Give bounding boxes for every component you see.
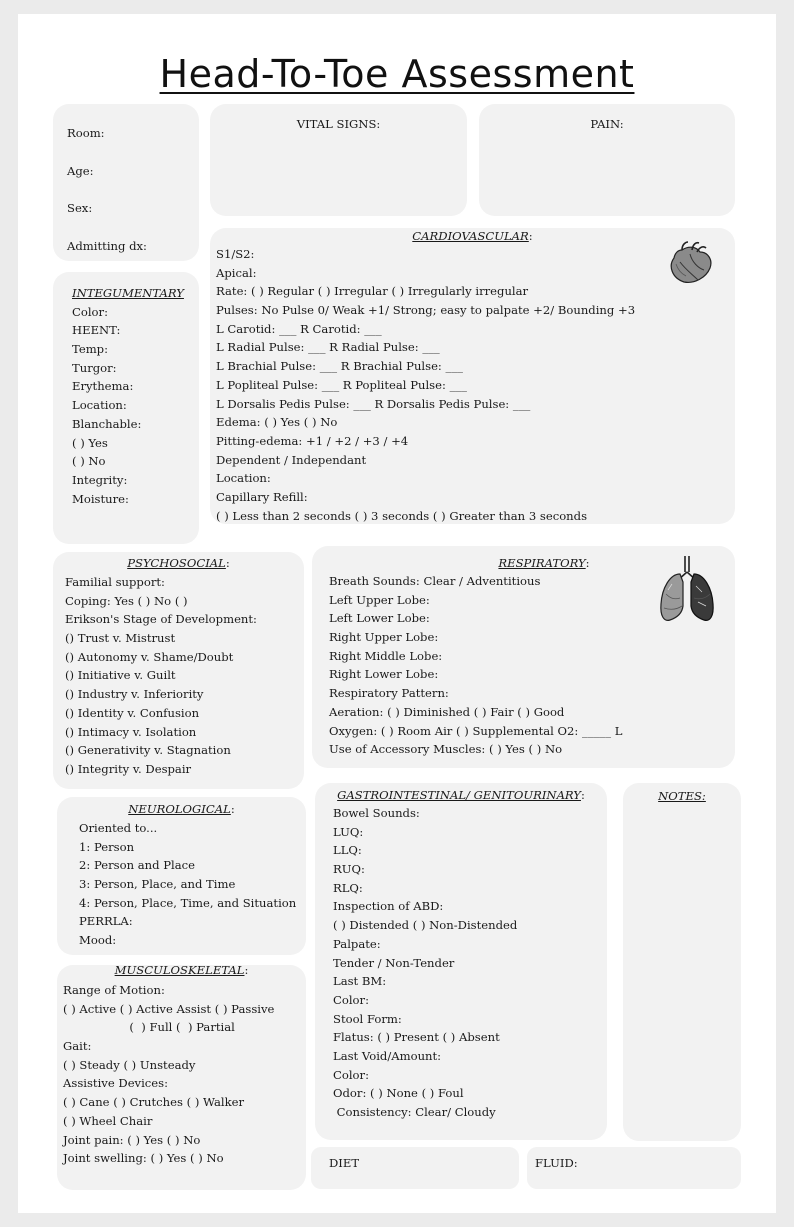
notes-box[interactable] — [623, 783, 741, 1141]
page-title: Head-To-Toe Assessment — [159, 52, 635, 96]
cv-line[interactable]: Dependent / Independant — [216, 452, 367, 467]
diet-heading: DIET — [329, 1156, 360, 1170]
msk-line[interactable]: ( ) Cane ( ) Crutches ( ) Walker — [63, 1095, 244, 1110]
psychosocial-lines — [65, 573, 257, 779]
msk-line[interactable]: Range of Motion: — [63, 983, 165, 997]
integ-line[interactable]: HEENT: — [72, 323, 121, 338]
gi-line[interactable]: LLQ: — [333, 843, 362, 858]
integ-line[interactable]: Erythema: — [72, 379, 134, 394]
gi-line[interactable]: Bowel Sounds: — [333, 806, 420, 820]
resp-line[interactable]: Left Upper Lobe: — [329, 592, 430, 607]
gi-line[interactable]: Odor: ( ) None ( ) Foul — [333, 1086, 464, 1101]
cv-line[interactable]: S1/S2: — [216, 247, 255, 261]
heart-icon — [664, 240, 714, 284]
msk-line[interactable]: ( ) Full ( ) Partial — [63, 1020, 235, 1035]
vital-signs-heading: VITAL SIGNS: — [296, 117, 381, 131]
integ-line[interactable]: Turgor: — [72, 360, 117, 375]
gi-line[interactable]: RLQ: — [333, 880, 363, 895]
psych-line[interactable]: Erikson's Stage of Development: — [65, 612, 257, 627]
gi-line[interactable]: Color: — [333, 1067, 369, 1082]
cv-line[interactable]: L Dorsalis Pedis Pulse: ___ R Dorsalis Pedis Pulse: ___ — [216, 396, 531, 411]
gi-line[interactable]: RUQ: — [333, 862, 365, 877]
fluid-heading: FLUID: — [535, 1156, 578, 1170]
gi-line[interactable]: Stool Form: — [333, 1011, 402, 1026]
room-field[interactable]: Room: — [67, 126, 105, 140]
msk-line[interactable]: Gait: — [63, 1039, 92, 1054]
lungs-icon — [658, 554, 716, 626]
integumentary-heading: INTEGUMENTARY — [72, 286, 184, 300]
cv-line[interactable]: Edema: ( ) Yes ( ) No — [216, 415, 338, 430]
neuro-line[interactable]: Oriented to... — [79, 821, 158, 835]
patient-info — [67, 115, 147, 265]
gi-line[interactable]: Color: — [333, 992, 369, 1007]
cardiovascular-lines — [216, 245, 635, 525]
gi-line[interactable]: ( ) Distended ( ) Non-Distended — [333, 918, 518, 933]
msk-line[interactable]: ( ) Steady ( ) Unsteady — [63, 1057, 196, 1072]
neuro-line[interactable]: 2: Person and Place — [79, 858, 195, 873]
psych-line[interactable]: () Trust v. Mistrust — [65, 631, 176, 646]
psych-line[interactable]: () Identity v. Confusion — [65, 705, 200, 720]
resp-line[interactable]: Right Middle Lobe: — [329, 648, 443, 663]
cv-line[interactable]: Pitting-edema: +1 / +2 / +3 / +4 — [216, 433, 409, 448]
msk-line[interactable]: Joint swelling: ( ) Yes ( ) No — [63, 1151, 224, 1166]
gi-line[interactable]: Inspection of ABD: — [333, 899, 444, 914]
age-field[interactable]: Age: — [67, 163, 94, 178]
notes-heading: NOTES: — [658, 789, 706, 803]
respiratory-heading: RESPIRATORY: — [498, 556, 590, 570]
resp-line[interactable]: Use of Accessory Muscles: ( ) Yes ( ) No — [329, 742, 563, 757]
psych-line[interactable]: () Generativity v. Stagnation — [65, 743, 231, 758]
psych-line[interactable]: () Initiative v. Guilt — [65, 668, 176, 683]
gi-line[interactable]: Last BM: — [333, 974, 387, 989]
cv-line[interactable]: L Carotid: ___ R Carotid: ___ — [216, 321, 382, 336]
integumentary-lines — [72, 284, 184, 508]
cv-line[interactable]: L Popliteal Pulse: ___ R Popliteal Pulse: ___ — [216, 377, 467, 392]
pain-heading: PAIN: — [590, 117, 624, 131]
cv-line[interactable]: Capillary Refill: — [216, 489, 308, 504]
sex-field[interactable]: Sex: — [67, 201, 93, 215]
musculoskeletal-lines — [63, 981, 274, 1168]
cv-line[interactable]: Rate: ( ) Regular ( ) Irregular ( ) Irregularly irregular — [216, 284, 529, 299]
cv-line[interactable]: L Brachial Pulse: ___ R Brachial Pulse: ___ — [216, 359, 463, 374]
neuro-line[interactable]: 1: Person — [79, 839, 135, 854]
cv-line[interactable]: Pulses: No Pulse 0/ Weak +1/ Strong; easy to palpate +2/ Bounding +3 — [216, 303, 636, 318]
integ-line[interactable]: Blanchable: — [72, 416, 142, 431]
psych-line[interactable]: () Intimacy v. Isolation — [65, 724, 197, 739]
integ-line[interactable]: Temp: — [72, 342, 109, 357]
cv-line[interactable]: L Radial Pulse: ___ R Radial Pulse: ___ — [216, 340, 440, 355]
cv-line[interactable]: Location: — [216, 471, 271, 486]
neurological-lines — [79, 819, 296, 950]
neuro-line[interactable]: 4: Person, Place, Time, and Situation — [79, 895, 297, 910]
resp-line[interactable]: Left Lower Lobe: — [329, 611, 430, 626]
psych-line[interactable]: Familial support: — [65, 575, 165, 589]
resp-line[interactable]: Oxygen: ( ) Room Air ( ) Supplemental O2: _____ L — [329, 723, 623, 738]
psych-line[interactable]: () Autonomy v. Shame/Doubt — [65, 649, 234, 664]
gi-line[interactable]: Tender / Non-Tender — [333, 955, 455, 970]
gi-line[interactable]: LUQ: — [333, 824, 364, 839]
msk-line[interactable]: Assistive Devices: — [63, 1076, 169, 1091]
cv-line[interactable]: ( ) Less than 2 seconds ( ) 3 seconds ( ) Greater than 3 seconds — [216, 508, 588, 523]
neuro-line[interactable]: PERRLA: — [79, 914, 133, 929]
cv-line[interactable]: Apical: — [216, 265, 257, 280]
respiratory-lines — [329, 572, 622, 759]
msk-line[interactable]: ( ) Active ( ) Active Assist ( ) Passive — [63, 1001, 275, 1016]
resp-line[interactable]: Breath Sounds: Clear / Adventitious — [329, 574, 541, 588]
gastro-heading: GASTROINTESTINAL/ GENITOURINARY: — [337, 788, 585, 802]
neuro-line[interactable]: 3: Person, Place, and Time — [79, 877, 236, 892]
gi-line[interactable]: Last Void/Amount: — [333, 1048, 442, 1063]
neurological-heading: NEUROLOGICAL: — [128, 802, 235, 816]
integ-line[interactable]: Color: — [72, 304, 108, 319]
admitting-dx-field[interactable]: Admitting dx: — [67, 238, 147, 253]
neuro-line[interactable]: Mood: — [79, 933, 117, 948]
msk-line[interactable]: Joint pain: ( ) Yes ( ) No — [63, 1132, 201, 1147]
psych-line[interactable]: Coping: Yes ( ) No ( ) — [65, 593, 188, 608]
resp-line[interactable]: Right Lower Lobe: — [329, 667, 439, 682]
integ-line[interactable]: Location: — [72, 398, 127, 413]
musculoskeletal-heading: MUSCULOSKELETAL: — [114, 963, 249, 977]
cardiovascular-heading: CARDIOVASCULAR: — [412, 229, 533, 243]
gastro-lines — [333, 804, 517, 1122]
integ-line[interactable]: Integrity: — [72, 472, 128, 487]
gi-line[interactable]: Palpate: — [333, 936, 381, 951]
resp-line[interactable]: Aeration: ( ) Diminished ( ) Fair ( ) Good — [329, 704, 565, 719]
gi-line[interactable]: Consistency: Clear/ Cloudy — [333, 1105, 496, 1119]
psych-line[interactable]: () Integrity v. Despair — [65, 761, 192, 776]
integ-line[interactable]: ( ) No — [72, 454, 106, 469]
gi-line[interactable]: Flatus: ( ) Present ( ) Absent — [333, 1030, 500, 1045]
resp-line[interactable]: Right Upper Lobe: — [329, 630, 439, 645]
psychosocial-heading: PSYCHOSOCIAL: — [127, 556, 230, 570]
resp-line[interactable]: Respiratory Pattern: — [329, 686, 449, 701]
msk-line[interactable]: ( ) Wheel Chair — [63, 1113, 153, 1128]
psych-line[interactable]: () Industry v. Inferiority — [65, 687, 204, 702]
integ-line[interactable]: Moisture: — [72, 491, 129, 506]
integ-line[interactable]: ( ) Yes — [72, 435, 108, 450]
